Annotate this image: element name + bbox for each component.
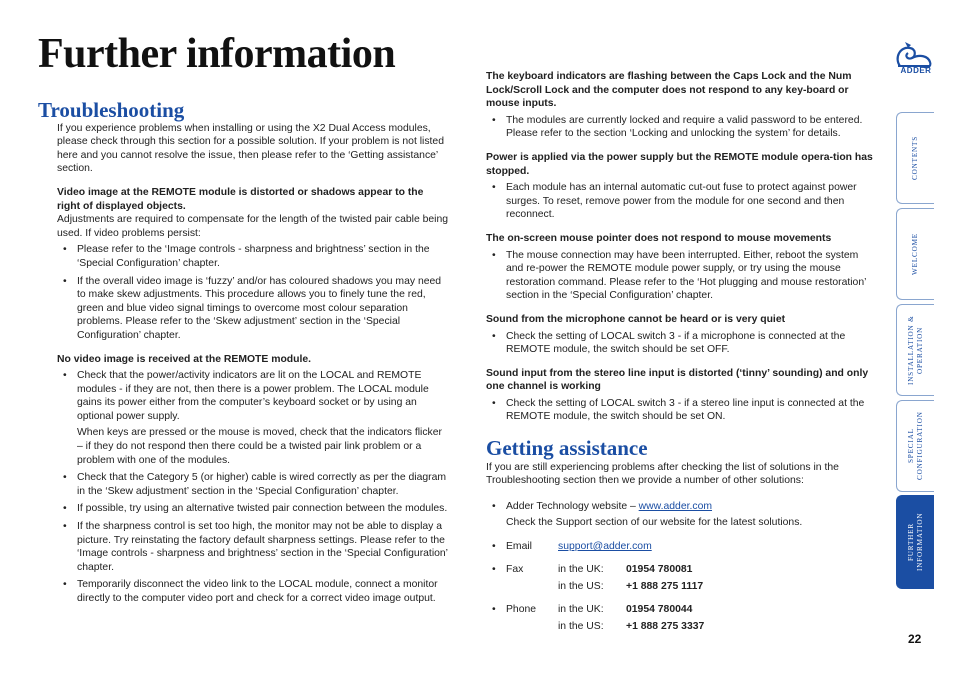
question-video-distorted: Video image at the REMOTE module is distorted or shadows appear to the right of displayed objects. (57, 186, 424, 212)
contact-phone-us (486, 620, 878, 637)
answer-list (57, 243, 449, 342)
question-keyboard: The keyboard indicators are flashing between the Caps Lock and the Num Lock/Scroll Lock and the computer does not respond to any key-board or mouse inputs. (486, 71, 852, 110)
right-column (486, 70, 878, 637)
tab-further-information[interactable] (896, 495, 934, 589)
email-link[interactable]: support@adder.com (558, 541, 652, 553)
fax-us-number: +1 888 275 1117 (626, 581, 704, 593)
region-label: in the UK: (558, 564, 604, 576)
question-stereo: Sound input from the stereo line input is distorted (‘tinny’ sounding) and only one channel is working (486, 367, 869, 393)
list-item: • Temporarily disconnect the video link to the LOCAL module, connect a monitor directly to the computer video port and check for a correct video image output. (57, 578, 449, 605)
phone-label: Phone (506, 604, 537, 616)
list-item: • Check the setting of LOCAL switch 3 - if a stereo line input is connected at the REMOTE module, the switch should be set ON. (486, 397, 878, 424)
list-item: • If the sharpness control is set too high, the monitor may not be able to display a picture. Try reinstating the factory default sharpness settings. Please refer to the ‘Image controls - sharpness and brightness’ section in the ‘Special Configuration’ chapter. (57, 520, 449, 574)
fax-label: Fax (506, 564, 524, 576)
answer-intro: Adjustments are required to compensate for the length of the twisted pair cable being used. If video problems persist: (57, 214, 449, 239)
troubleshooting-heading: Troubleshooting (38, 98, 185, 122)
phone-us-number: +1 888 275 3337 (626, 621, 705, 633)
troubleshooting-section (38, 98, 449, 610)
list-item: • Check that the power/activity indicators are lit on the LOCAL and REMOTE modules - if they are not, then there is a power problem. The LOCAL module gains its power either from the computer’s keyboard socket or by using an optional power supply. (57, 369, 449, 423)
website-note: Check the Support section of our website for the latest solutions. (506, 517, 803, 529)
region-label: in the US: (558, 621, 604, 633)
region-label: in the UK: (558, 604, 604, 616)
list-item: • The modules are currently locked and require a valid password to be entered. Please refer to the section ‘Locking and unlocking the system’ for details. (486, 114, 878, 141)
list-item: • Please refer to the ‘Image controls - sharpness and brightness’ section in the ‘Special Configuration’ chapter. (57, 243, 449, 270)
phone-uk-number: 01954 780044 (626, 604, 693, 616)
list-item: • If possible, try using an alternative twisted pair connection between the modules. (57, 502, 449, 516)
list-item-continuation: When keys are pressed or the mouse is moved, check that the indicators flicker – if they do not respond then there could be a twisted pair link problem or a problem with one of the modules. (77, 427, 442, 466)
question-microphone: Sound from the microphone cannot be heard or is very quiet (486, 313, 786, 325)
troubleshooting-intro: If you experience problems when installing or using the X2 Dual Access modules, please check through this section for a possible solution. If your problem is not listed here and you cannot resolve the issue, then please refer to the ‘Getting assistance’ section. (57, 122, 444, 175)
answer-list (57, 369, 449, 423)
page-number: 22 (908, 632, 922, 646)
question-mouse: The on-screen mouse pointer does not respond to mouse movements (486, 232, 832, 244)
contact-email: • Email support@adder.com (492, 541, 652, 553)
website-link[interactable]: www.adder.com (638, 500, 713, 512)
contact-fax-uk: • Fax in the UK: 01954 780081 (492, 564, 693, 576)
list-item: • Check the setting of LOCAL switch 3 - if a microphone is connected at the REMOTE module, the switch should be set OFF. (486, 330, 878, 357)
page-title: Further information (38, 31, 396, 77)
brand-name: ADDER (900, 66, 932, 75)
tab-label: SPECIAL CONFIGURATION (906, 411, 924, 481)
answer-list (486, 181, 878, 222)
list-item: • The mouse connection may have been interrupted. Either, reboot the system and re-power the REMOTE module power supply, or try using the mouse restoration command. Please refer to the ‘Hot plugging and mouse restoration’ section in the ‘Special Configuration’ chapter. (486, 249, 878, 303)
tab-label: CONTENTS (911, 136, 919, 180)
tab-label: WELCOME (911, 233, 919, 275)
answer-list (486, 397, 878, 424)
answer-list (486, 249, 878, 303)
contact-phone-uk: • Phone in the UK: 01954 780044 (492, 604, 693, 616)
tab-special-configuration[interactable] (896, 400, 934, 492)
fax-uk-number: 01954 780081 (626, 564, 693, 576)
question-no-video: No video image is received at the REMOTE module. (57, 353, 312, 365)
website-label: Adder Technology website – (506, 500, 639, 512)
list-item: • Check that the Category 5 (or higher) cable is wired correctly as per the diagram in the ‘Skew adjustment’ section in the ‘Special Configuration’ chapter. (57, 471, 449, 498)
getting-assistance-heading: Getting assistance (486, 436, 648, 461)
assistance-intro: If you are still experiencing problems after checking the list of solutions in the Troubleshooting section then we provide a number of other solutions: (486, 461, 839, 487)
tab-welcome[interactable] (896, 208, 934, 300)
email-label: Email (506, 541, 532, 553)
tab-contents[interactable] (896, 112, 934, 204)
tab-label: FURTHER INFORMATION (906, 512, 924, 572)
question-power: Power is applied via the power supply but the REMOTE module opera-tion has stopped. (486, 151, 873, 177)
region-label: in the US: (558, 581, 604, 593)
contact-fax-us (486, 580, 878, 597)
tab-label: INSTALLATION & OPERATION (906, 315, 924, 385)
tab-installation-operation[interactable] (896, 304, 934, 396)
list-item: • Each module has an internal automatic cut-out fuse to protect against power surges. To reset, remove power from the module for one second and then reconnect. (486, 181, 878, 222)
answer-list (57, 471, 449, 605)
list-item: • If the overall video image is ‘fuzzy’ and/or has coloured shadows you may need to make skew adjustments. This procedure allows you to finely tune the red, green and blue video signal timings to overcome most colour separation problems. Please refer to the ‘Skew adjustment’ section in the ‘Special Configuration’ chapter. (57, 275, 449, 343)
answer-list (486, 330, 878, 357)
contact-website: • Adder Technology website – www.adder.com Check the Support section of our website for the latest solutions. (486, 500, 878, 530)
answer-list (486, 114, 878, 141)
